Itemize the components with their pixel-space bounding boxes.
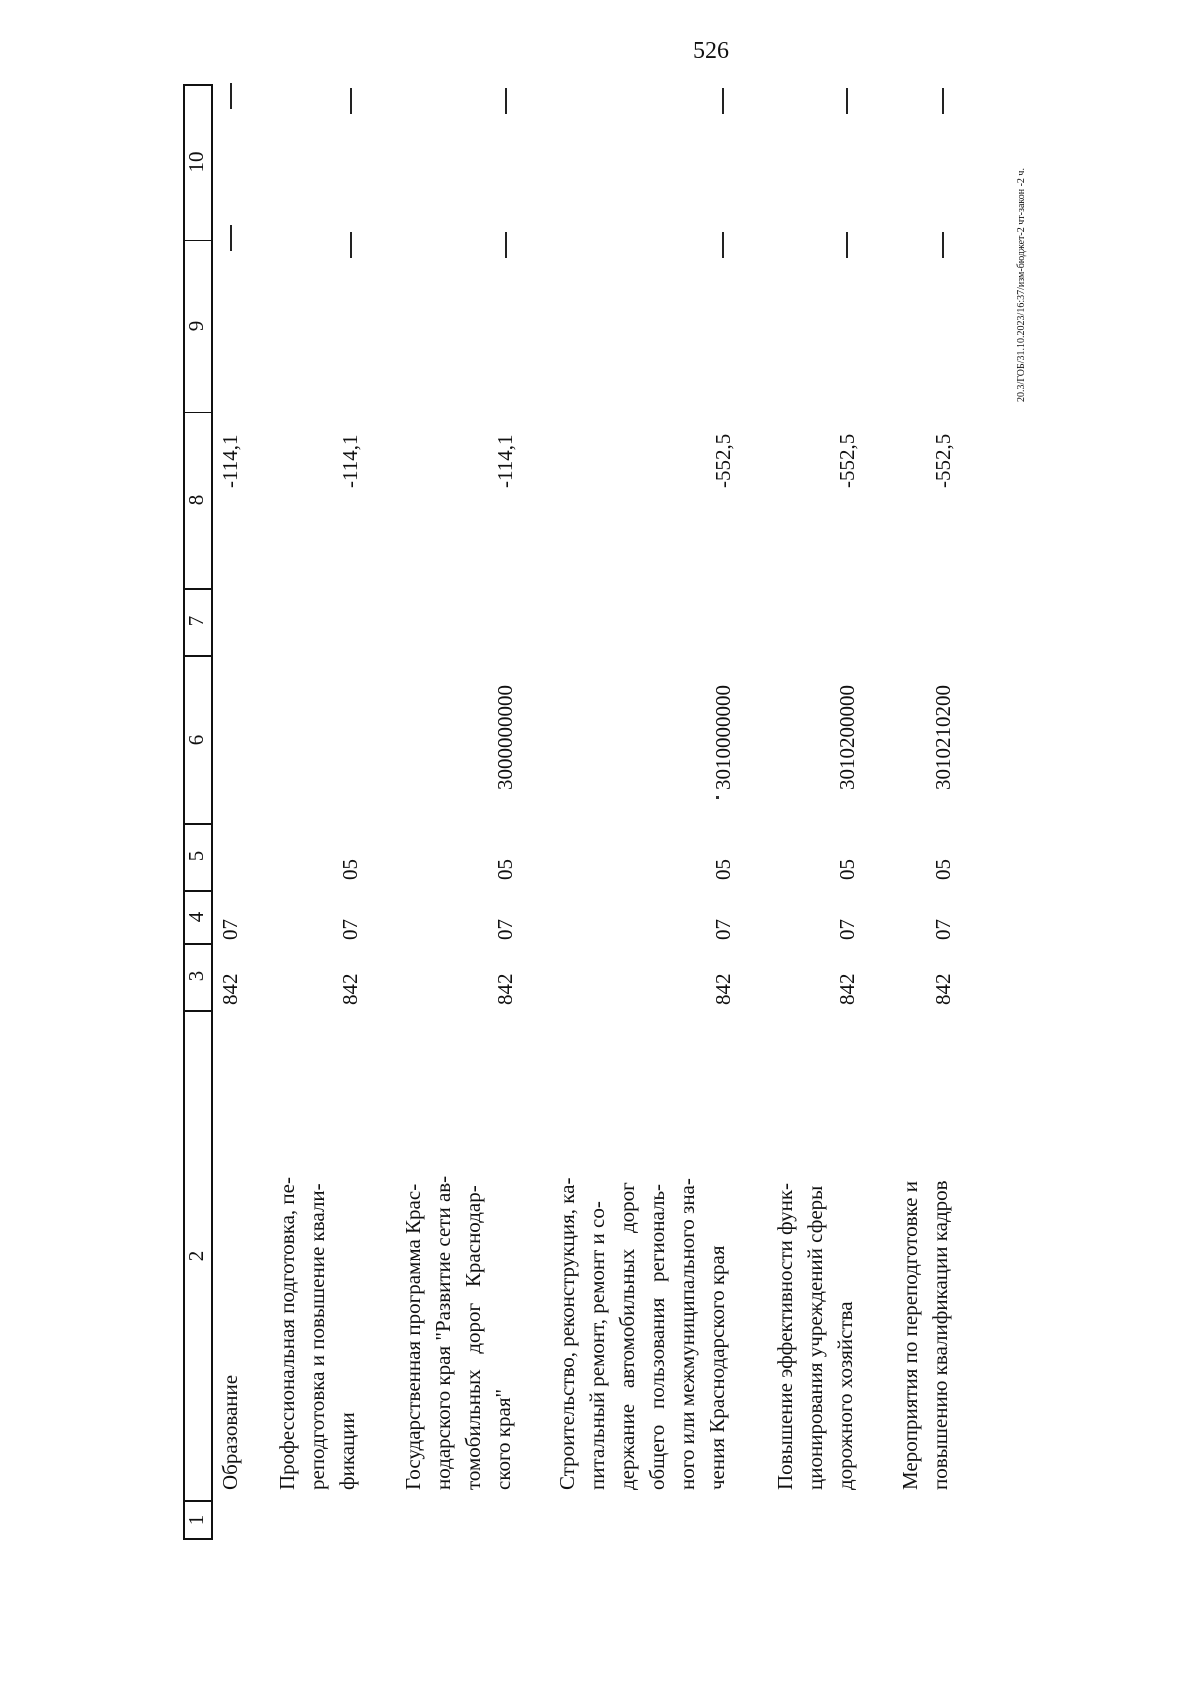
row4-name: Строительство, реконструкция, ка- питальный ремонт, ремонт и со- держание автомобильных дорог общего пользования региональ- ного или межмуниципального зна- чения Краснодарского края: [555, 1177, 729, 1490]
row4-col10-dash: [722, 88, 724, 114]
header-sep-3-2: [183, 1010, 213, 1012]
header-sep-4-3: [183, 943, 213, 945]
row1-col4: 07: [218, 919, 242, 940]
col-header-1: 1: [184, 1514, 208, 1526]
header-sep-5-4: [183, 890, 213, 892]
col-header-3: 3: [184, 970, 208, 982]
col-header-9: 9: [184, 320, 208, 332]
row6-name: Мероприятия по переподготовке и повышению квалификации кадров: [898, 1180, 952, 1490]
row1-col9-dash: [230, 225, 232, 251]
row2-col10-dash: [350, 88, 352, 114]
col-header-5: 5: [184, 850, 208, 862]
row6-col10-dash: [942, 88, 944, 114]
row1-col10-dash: [230, 83, 232, 109]
row3-col6: 3000000000: [493, 685, 517, 790]
row4-col9-dash: [722, 232, 724, 258]
header-sep-6-5: [183, 823, 213, 825]
footer-code: 20.3/ГОБ/31.10.2023/16:37/изм-бюджет-2 чт-закон -2 ч.: [1016, 168, 1028, 402]
row5-col8: -552,5: [835, 433, 859, 488]
row2-col9-dash: [350, 232, 352, 258]
row2-name: Профессиональная подготовка, пе- реподготовка и повышение квали- фикации: [275, 1177, 359, 1490]
col-header-8: 8: [184, 494, 208, 506]
col-header-6: 6: [184, 734, 208, 746]
header-sep-7-6: [183, 655, 213, 657]
col-header-10: 10: [184, 151, 208, 173]
row5-col10-dash: [846, 88, 848, 114]
row4-col6: 3010000000: [711, 685, 735, 790]
row5-name: Повышение эффективности функ- ционирования учреждений сферы дорожного хозяйства: [773, 1182, 857, 1490]
row5-col5: 05: [835, 859, 859, 880]
row6-col8: -552,5: [931, 433, 955, 488]
row3-col4: 07: [493, 919, 517, 940]
row2-col8: -114,1: [338, 434, 362, 488]
row5-col3: 842: [835, 973, 859, 1005]
col-header-2: 2: [184, 1250, 208, 1262]
table-top-edge: [183, 84, 213, 86]
row2-col5: 05: [338, 859, 362, 880]
row2-col4: 07: [338, 919, 362, 940]
row3-col10-dash: [505, 88, 507, 114]
row6-col6: 3010210200: [931, 685, 955, 790]
col-header-7: 7: [184, 615, 208, 627]
row3-col8: -114,1: [493, 434, 517, 488]
row4-col5: 05: [711, 859, 735, 880]
row2-col3: 842: [338, 973, 362, 1005]
row1-name: Образование: [218, 1374, 242, 1490]
row1-col8: -114,1: [218, 434, 242, 488]
row1-col3: 842: [218, 973, 242, 1005]
header-sep-8-7: [183, 588, 213, 590]
header-sep-10-9: [183, 240, 213, 241]
row6-col4: 07: [931, 919, 955, 940]
scan-speck: [716, 796, 719, 799]
row6-col5: 05: [931, 859, 955, 880]
table-outer-left: [183, 84, 185, 1540]
row4-col4: 07: [711, 919, 735, 940]
row4-col3: 842: [711, 973, 735, 1005]
header-divider: [211, 84, 213, 1540]
row5-col9-dash: [846, 232, 848, 258]
row6-col3: 842: [931, 973, 955, 1005]
row3-name: Государственная программа Крас- нодарского края "Развитие сети ав- томобильных дорог Краснодар- ского края": [401, 1175, 515, 1490]
header-sep-9-8: [183, 412, 213, 413]
col-header-4: 4: [184, 911, 208, 923]
row5-col4: 07: [835, 919, 859, 940]
row3-col5: 05: [493, 859, 517, 880]
row3-col9-dash: [505, 232, 507, 258]
row4-col8: -552,5: [711, 433, 735, 488]
row6-col9-dash: [942, 232, 944, 258]
row3-col3: 842: [493, 973, 517, 1005]
row5-col6: 3010200000: [835, 685, 859, 790]
page-number: 526: [693, 38, 729, 64]
